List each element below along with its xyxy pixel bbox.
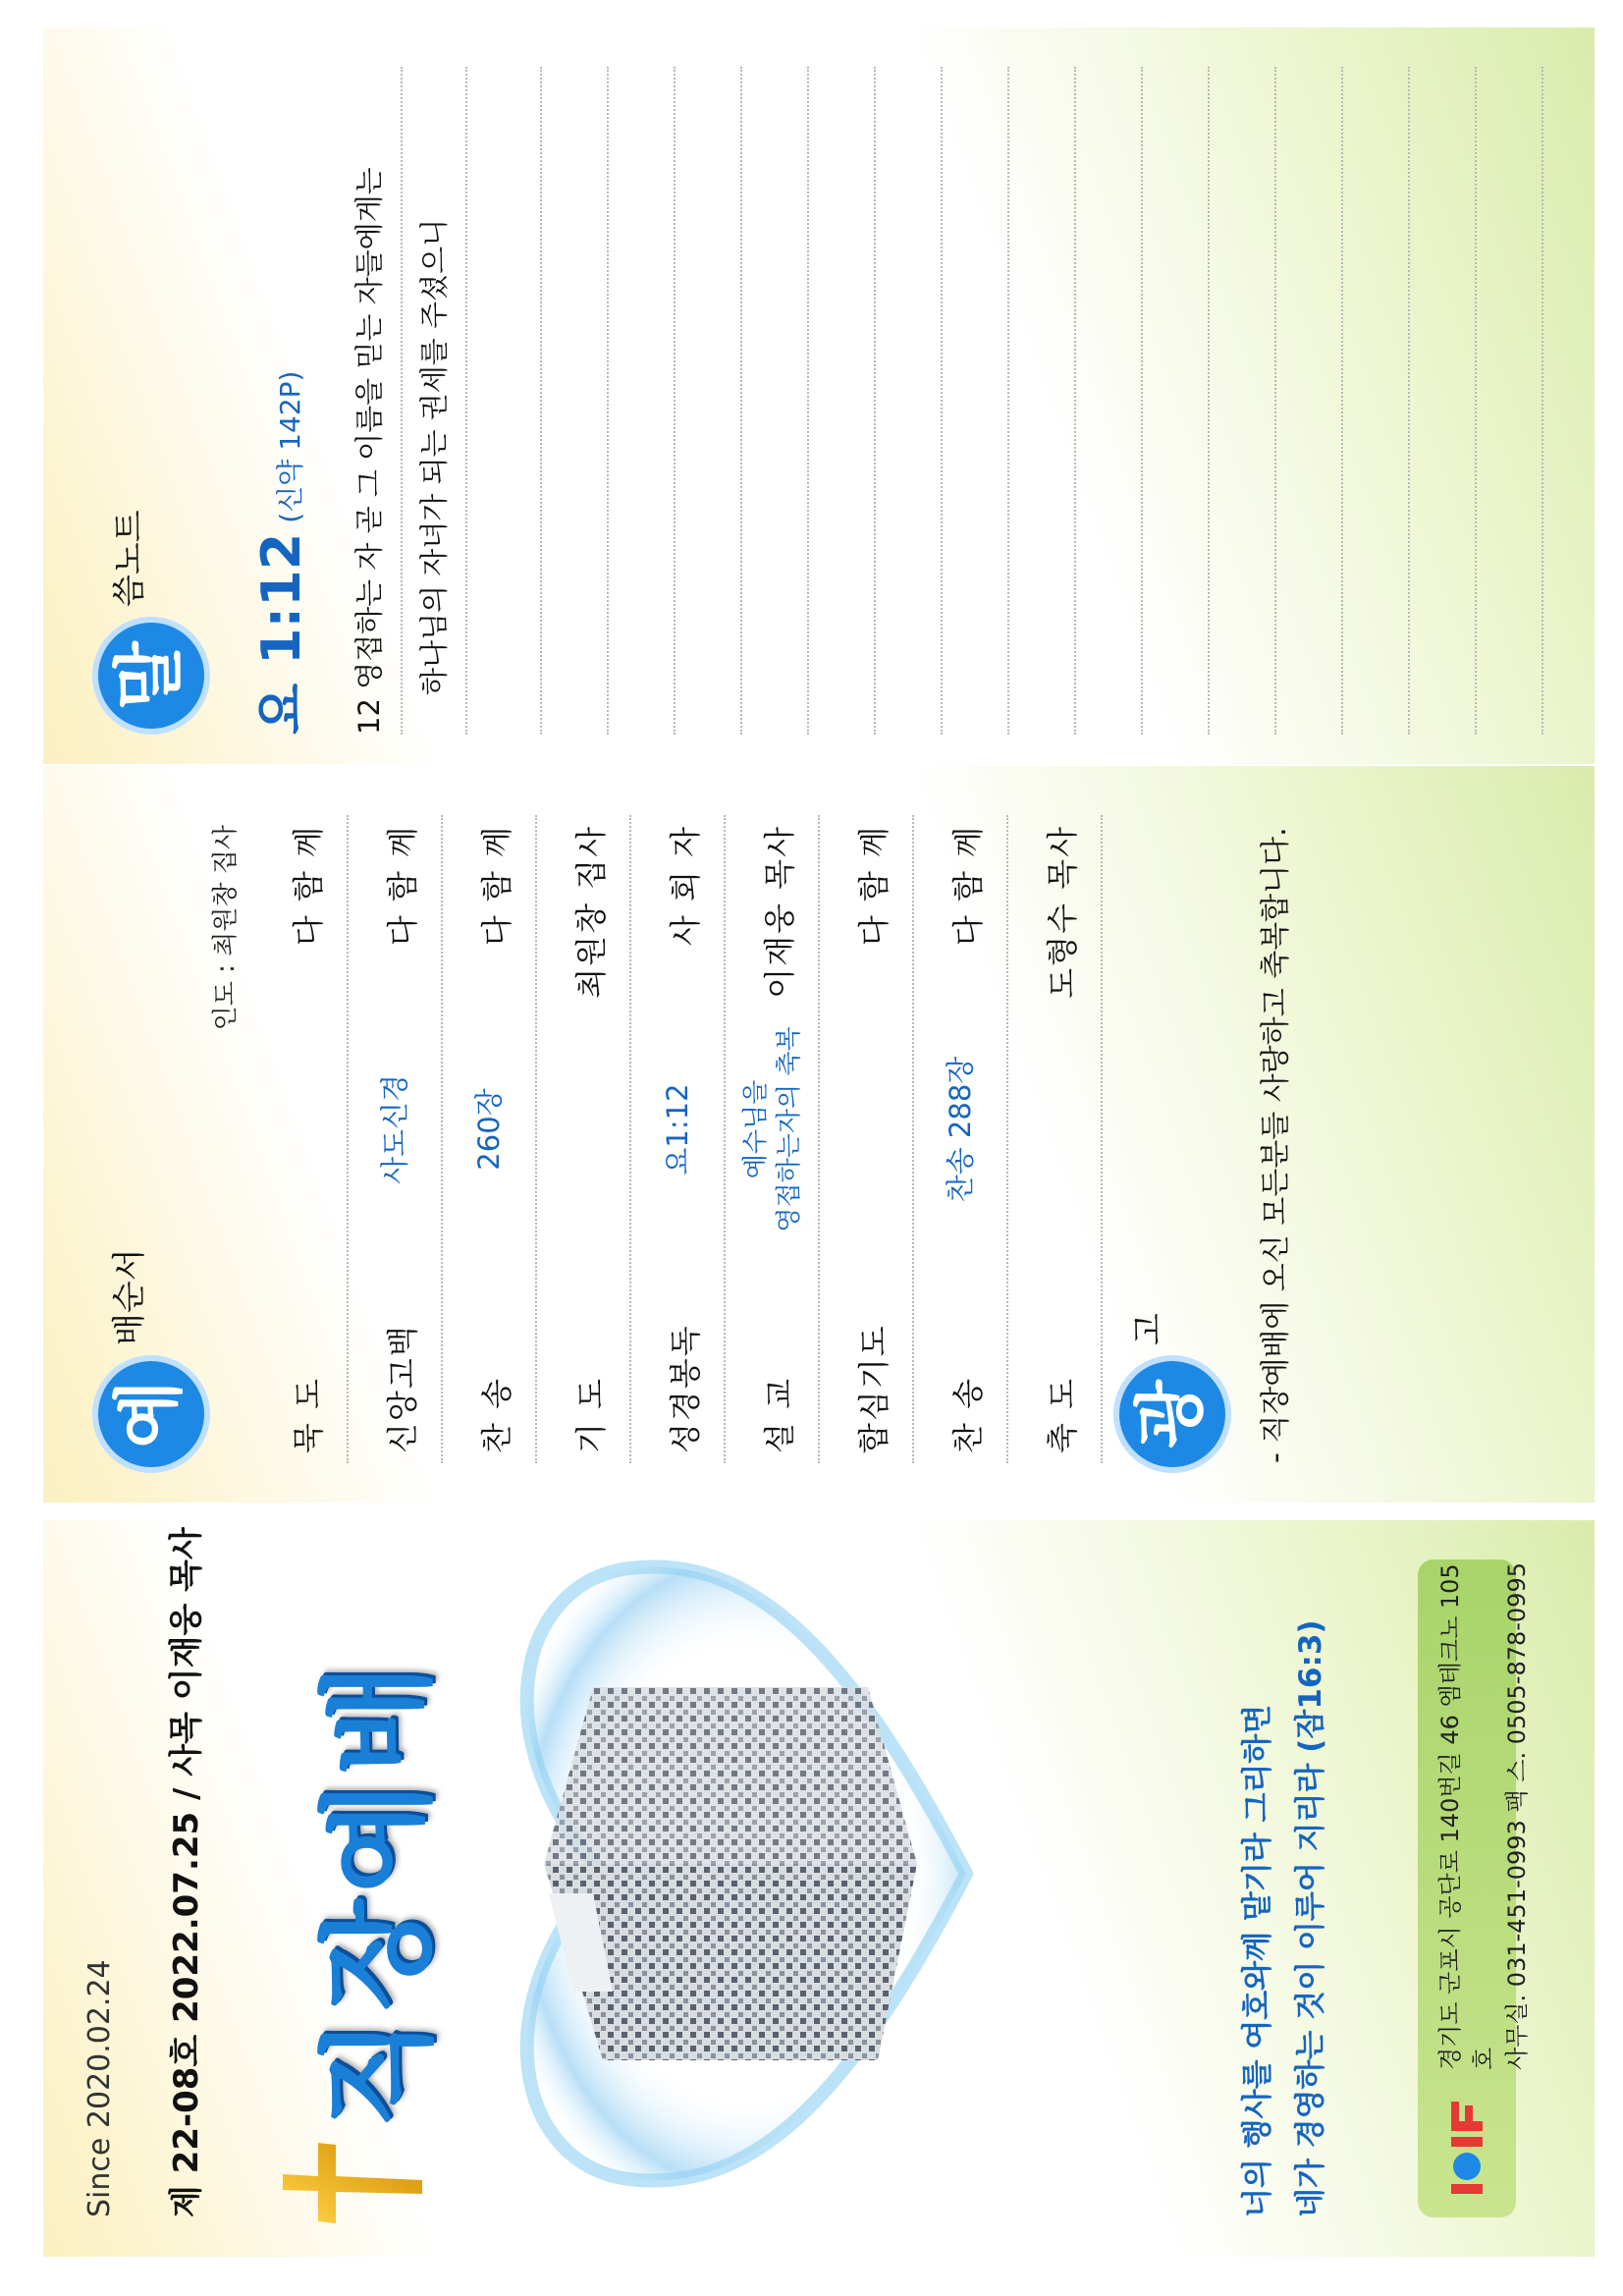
list-item	[254, 815, 349, 1463]
list-item	[443, 815, 537, 1463]
welcome-notice: - 직장예배에 오신 모든분들 사랑하고 축복합니다.	[1259, 827, 1293, 1463]
item-person: 사 회 자	[667, 825, 704, 947]
contact-line: 사무실. 031-451-0993 팩 스. 0505-878-0995	[1503, 1562, 1531, 2070]
title-block	[279, 1540, 446, 2227]
item-person: 다 함 께	[384, 825, 421, 947]
item-person: 이재웅 목사	[761, 825, 798, 999]
item-content: 사도신경	[378, 1073, 411, 1185]
item-name: 기 도	[572, 1377, 610, 1453]
notice-badge-label: 고	[1129, 1313, 1168, 1345]
item-name: 설 교	[761, 1377, 798, 1453]
note-line	[809, 67, 876, 735]
note-line	[1343, 67, 1410, 735]
address-box	[1418, 1559, 1531, 2217]
scripture-reference	[240, 371, 315, 735]
item-content: 예수님을 영접하는자의 축복	[741, 1026, 804, 1232]
list-item	[914, 815, 1008, 1463]
scripture-text	[338, 67, 467, 735]
note-line	[1076, 67, 1143, 735]
notes-badge-label: 씀노트	[110, 510, 149, 607]
note-line	[542, 67, 609, 735]
scripture-line: 하나님의 자녀가 되는 권세를 주셨으니	[403, 67, 467, 735]
service-badge-label: 배순서	[110, 1248, 149, 1345]
notes-badge: 말	[92, 617, 210, 735]
item-name: 성경봉독	[667, 1324, 704, 1453]
service-leader: 인도 : 최원창 집사	[211, 825, 241, 1031]
item-name: 신앙고백	[384, 1324, 421, 1453]
item-name: 찬 송	[478, 1377, 515, 1453]
page-title: 직장예배	[310, 1658, 446, 2129]
list-item	[349, 815, 443, 1463]
item-name: 축 도	[1044, 1377, 1081, 1453]
heart-building-image	[456, 1530, 1005, 2217]
item-person: 도형수 목사	[1044, 825, 1081, 999]
verse-line: 너의 행사를 여호와께 맡기라 그리하면	[1240, 1704, 1275, 2217]
service-panel	[43, 766, 1595, 1503]
note-line	[1410, 67, 1477, 735]
list-item	[631, 815, 726, 1463]
notes-panel	[43, 27, 1595, 764]
service-badge: 예	[92, 1355, 210, 1473]
service-order-list	[254, 815, 1103, 1463]
item-person: 다 함 께	[855, 825, 893, 947]
church-logo	[1437, 2082, 1496, 2200]
item-name: 찬 송	[949, 1377, 987, 1453]
item-content: 260장	[472, 1088, 506, 1171]
cover-panel	[43, 1520, 1595, 2257]
note-line	[876, 67, 943, 735]
cross-icon	[279, 2139, 426, 2227]
since-date: Since 2020.02.24	[82, 1959, 117, 2217]
item-content: 요1:12	[661, 1083, 694, 1175]
note-line	[475, 67, 542, 735]
verse-line: 네가 경영하는 것이 이루어 지리라 (잠16:3)	[1293, 1619, 1328, 2217]
address-text	[1434, 1559, 1534, 2070]
note-lines	[475, 67, 1543, 735]
address-line: 경기도 군포시 공단로 140번길 46 엠테크노 105호	[1436, 1563, 1497, 2070]
item-person: 최원창 집사	[572, 825, 610, 999]
item-name: 합심기도	[855, 1324, 893, 1453]
note-line	[609, 67, 676, 735]
note-line	[742, 67, 809, 735]
note-line	[1009, 67, 1076, 735]
item-person: 다 함 께	[478, 825, 515, 947]
note-line	[1143, 67, 1210, 735]
list-item	[537, 815, 631, 1463]
cover-verse	[1231, 1550, 1337, 2217]
list-item	[1008, 815, 1103, 1463]
item-name: 묵 도	[290, 1377, 327, 1453]
reference-main: 요 1:12	[250, 532, 312, 735]
reference-page: (신약 142P)	[274, 370, 306, 523]
list-item	[820, 815, 914, 1463]
item-content: 찬송 288장	[944, 1056, 977, 1203]
note-line	[943, 67, 1009, 735]
notice-badge: 광	[1113, 1355, 1231, 1473]
item-person: 다 함 께	[949, 825, 987, 947]
issue-line: 제 22-08호 2022.07.25 / 사목 이재웅 목사	[167, 1527, 206, 2217]
note-line	[1276, 67, 1343, 735]
scripture-line: 12 영접하는 자 곧 그 이름을 믿는 자들에게는	[338, 67, 403, 735]
note-line	[1477, 67, 1543, 735]
item-person: 다 함 께	[290, 825, 327, 947]
note-line	[1210, 67, 1276, 735]
note-line	[676, 67, 742, 735]
list-item	[726, 815, 820, 1463]
